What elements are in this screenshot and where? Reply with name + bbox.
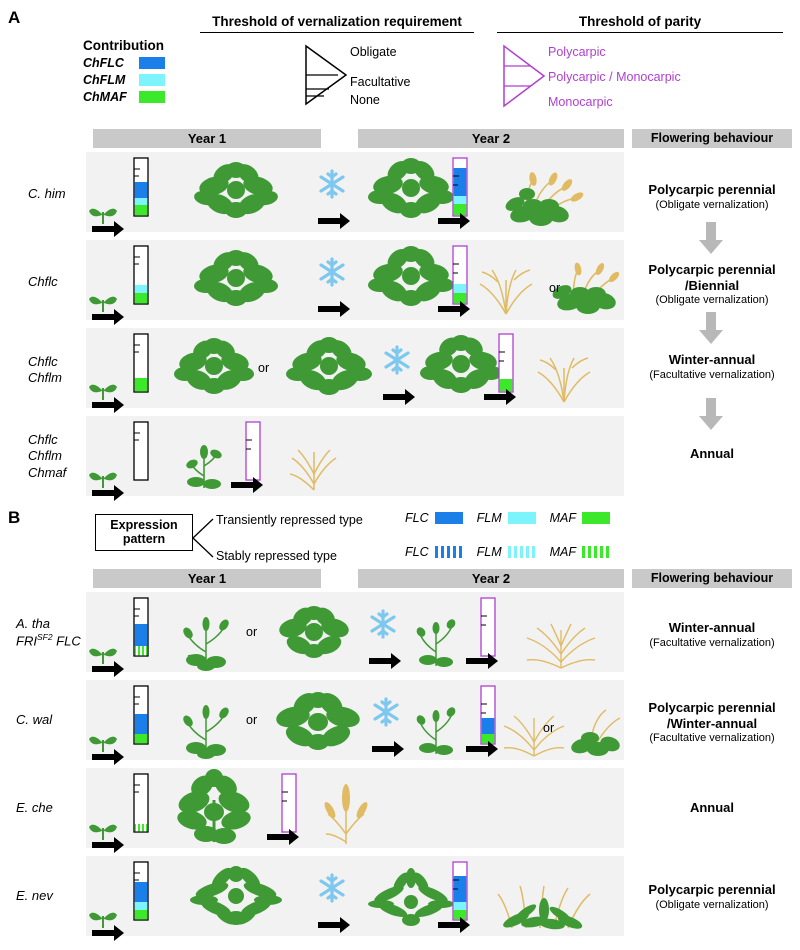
seedling-icon — [89, 473, 117, 488]
panel-b-letter: B — [8, 508, 21, 527]
rosette-plant — [194, 248, 278, 306]
panelB-behaviour-2: Polycarpic perennial /Winter-annual (Facultative vernalization) — [648, 700, 776, 745]
swatch-flc-solid — [435, 512, 463, 524]
threshold-vernalization-diagram — [302, 44, 472, 112]
panelA-row2-content — [86, 240, 624, 320]
black-arrow-icon — [383, 389, 415, 405]
contribution-title: Contribution — [83, 38, 164, 53]
panelB-behaviour-4: Polycarpic perennial (Obligate vernalization) — [648, 882, 776, 911]
panelB-behaviour-1: Winter-annual (Facultative vernalization) — [649, 620, 775, 649]
snowflake-icon — [321, 259, 343, 285]
gene-label-flc: FLC — [405, 545, 429, 559]
panelB-row2-content — [86, 680, 624, 760]
legend-gene-label: ChFLM — [83, 73, 126, 87]
bolting-plant-year2 — [415, 706, 457, 755]
thermometer-year2 — [453, 158, 467, 216]
panelA-row-label-3: Chflc Chflm — [28, 354, 62, 386]
thermometer-year1 — [134, 158, 148, 216]
panelA-year2-header: Year 2 — [358, 129, 624, 148]
seedling-icon — [89, 385, 117, 400]
thermometer-year2 — [453, 862, 467, 920]
panelA-row1-content — [86, 152, 624, 232]
expression-type-transient: Transiently repressed type — [216, 513, 363, 527]
black-arrow-icon — [92, 485, 124, 501]
gray-arrow-icon-1 — [697, 222, 725, 256]
panelB-row-label-2: C. wal — [16, 712, 53, 727]
snowflake-icon — [375, 699, 397, 725]
rosette-plant — [277, 604, 351, 658]
flowering-plant-dry — [527, 624, 595, 668]
flowering-plant-dry — [480, 270, 532, 314]
seedling-icon — [89, 825, 117, 840]
black-arrow-icon — [318, 213, 350, 229]
thermometer-year1 — [134, 686, 148, 744]
panelA-row-label-4: Chflc Chflm Chmaf — [28, 432, 67, 480]
panelA-behaviour-1: Polycarpic perennial (Obligate vernalization) — [648, 182, 776, 211]
legend-swatch-chflm — [139, 74, 165, 86]
grass-plant-year2 — [368, 868, 454, 926]
expression-pattern-box: Expression pattern — [95, 514, 193, 551]
panelA-row-label-1: C. him — [28, 186, 66, 201]
panelB-row-label-3: E. che — [16, 800, 53, 815]
threshold-vernalization-group — [200, 14, 474, 33]
flowering-plant-polycarpic — [550, 262, 620, 314]
panelA-row3-content — [86, 328, 624, 408]
seedling-icon — [89, 913, 117, 928]
thermometer-year2 — [481, 598, 495, 656]
rosette-plant-a — [174, 337, 254, 394]
swatch-maf-solid — [582, 512, 610, 524]
or-label: or — [246, 625, 258, 639]
bolting-plant — [181, 705, 230, 759]
gene-swatches-transient — [405, 511, 610, 525]
expression-bracket — [193, 513, 215, 563]
panelB-behaviour-3: Annual — [689, 800, 735, 815]
black-arrow-icon — [92, 749, 124, 765]
panelA-row-label-2: Chflc — [28, 274, 58, 289]
svg-text:Polycarpic: Polycarpic — [548, 45, 606, 59]
thermometer-year1 — [134, 598, 148, 656]
grass-rosette-plant — [190, 865, 282, 928]
flowering-plant-dry — [504, 716, 564, 756]
gene-label-flm: FLM — [476, 511, 502, 525]
rosette-plant — [274, 689, 361, 751]
bolting-plant — [181, 617, 230, 671]
svg-text:None: None — [350, 93, 380, 107]
rosette-plant-b — [286, 336, 372, 395]
panelA-behaviour-4: Annual — [689, 446, 735, 461]
threshold-parity-diagram — [500, 44, 780, 114]
gene-label-maf: MAF — [549, 511, 577, 525]
threshold-parity-title: Threshold of parity — [497, 14, 783, 33]
seedling-icon — [89, 737, 117, 752]
gene-label-flc: FLC — [405, 511, 429, 525]
black-arrow-icon — [318, 917, 350, 933]
legend-item-chflc — [83, 56, 165, 70]
thermometer-year1 — [134, 774, 148, 832]
rosette-plant — [193, 160, 279, 218]
thermometer-year1 — [134, 334, 148, 392]
panelB-year1-header: Year 1 — [93, 569, 321, 588]
snowflake-icon — [386, 347, 408, 373]
snowflake-icon — [321, 875, 343, 901]
black-arrow-icon — [92, 661, 124, 677]
thermometer-year1 — [134, 246, 148, 304]
panelA-row4-content — [86, 416, 624, 496]
black-arrow-icon — [92, 837, 124, 853]
svg-text:Obligate: Obligate — [350, 45, 397, 59]
legend-swatch-chmaf — [139, 91, 165, 103]
flowering-plant-polycarpic — [570, 710, 622, 756]
gray-arrow-icon-2 — [697, 312, 725, 346]
black-arrow-icon — [92, 309, 124, 325]
flowering-plant-polycarpic — [503, 171, 584, 226]
seedling-icon — [89, 209, 117, 224]
flowering-plant-polycarpic — [498, 886, 590, 932]
legend-gene-label: ChMAF — [83, 90, 127, 104]
snowflake-icon — [372, 611, 394, 637]
snowflake-icon — [321, 171, 343, 197]
thermometer-year2 — [481, 686, 495, 744]
black-arrow-icon — [372, 741, 404, 757]
panelA-behaviour-2: Polycarpic perennial /Biennial (Obligate vernalization) — [648, 262, 776, 307]
panelB-row3-content — [86, 768, 624, 848]
panel-a-letter: A — [8, 8, 21, 27]
rosette-plant-year2 — [368, 245, 454, 306]
panelB-flowering-header: Flowering behaviour — [632, 569, 792, 588]
contribution-legend — [83, 38, 165, 104]
thermometer-year2 — [453, 246, 467, 304]
threshold-vernalization-title: Threshold of vernalization requirement — [200, 14, 474, 33]
swatch-flm-solid — [508, 512, 536, 524]
legend-item-chflm — [83, 73, 165, 87]
thermometer-year1 — [134, 862, 148, 920]
panelA-behaviour-3: Winter-annual (Facultative vernalization) — [649, 352, 775, 381]
panelB-row-label-1: A. tha $FRI^{SF2}$ FLC — [16, 616, 81, 649]
panelB-row4-content — [86, 856, 624, 936]
gray-arrow-icon-3 — [697, 398, 725, 432]
svg-text:Facultative: Facultative — [350, 75, 411, 89]
black-arrow-icon — [92, 397, 124, 413]
panelB-row-label-4: E. nev — [16, 888, 53, 903]
expression-type-stable: Stably repressed type — [216, 549, 337, 563]
svg-text:Polycarpic / Monocarpic: Polycarpic / Monocarpic — [548, 70, 681, 84]
gene-label-maf: MAF — [549, 545, 577, 559]
flowering-plant-dry — [322, 784, 369, 844]
leafy-plant — [175, 769, 253, 844]
black-arrow-icon — [369, 653, 401, 669]
gene-label-flm: FLM — [476, 545, 502, 559]
legend-swatch-chflc — [139, 57, 165, 69]
thermometer-year2 — [282, 774, 296, 832]
or-label: or — [549, 281, 561, 295]
legend-item-chmaf — [83, 90, 165, 104]
bolting-plant-year2 — [415, 618, 457, 667]
flowering-plant-dry — [290, 450, 336, 490]
bolting-plant — [185, 445, 223, 489]
seedling-icon — [89, 649, 117, 664]
panelB-year2-header: Year 2 — [358, 569, 624, 588]
swatch-flm-striped — [508, 546, 536, 558]
rosette-plant-year2 — [368, 157, 454, 218]
panelA-flowering-header: Flowering behaviour — [632, 129, 792, 148]
black-arrow-icon — [318, 301, 350, 317]
or-label: or — [246, 713, 258, 727]
flowering-plant-dry — [538, 358, 590, 402]
panelB-row1-content — [86, 592, 624, 672]
gene-swatches-stable — [405, 545, 610, 559]
legend-gene-label: ChFLC — [83, 56, 124, 70]
panelA-year1-header: Year 1 — [93, 129, 321, 148]
swatch-flc-striped — [435, 546, 463, 558]
swatch-maf-striped — [582, 546, 610, 558]
rosette-plant-year2 — [420, 334, 502, 393]
black-arrow-icon — [92, 925, 124, 941]
seedling-icon — [89, 297, 117, 312]
thermometer-year1 — [134, 422, 148, 480]
thermometer-year2 — [246, 422, 260, 480]
black-arrow-icon — [92, 221, 124, 237]
svg-text:Monocarpic: Monocarpic — [548, 95, 613, 109]
or-label: or — [543, 721, 555, 735]
thermometer-year2 — [499, 334, 513, 392]
threshold-parity-group — [497, 14, 783, 33]
or-label: or — [258, 361, 270, 375]
